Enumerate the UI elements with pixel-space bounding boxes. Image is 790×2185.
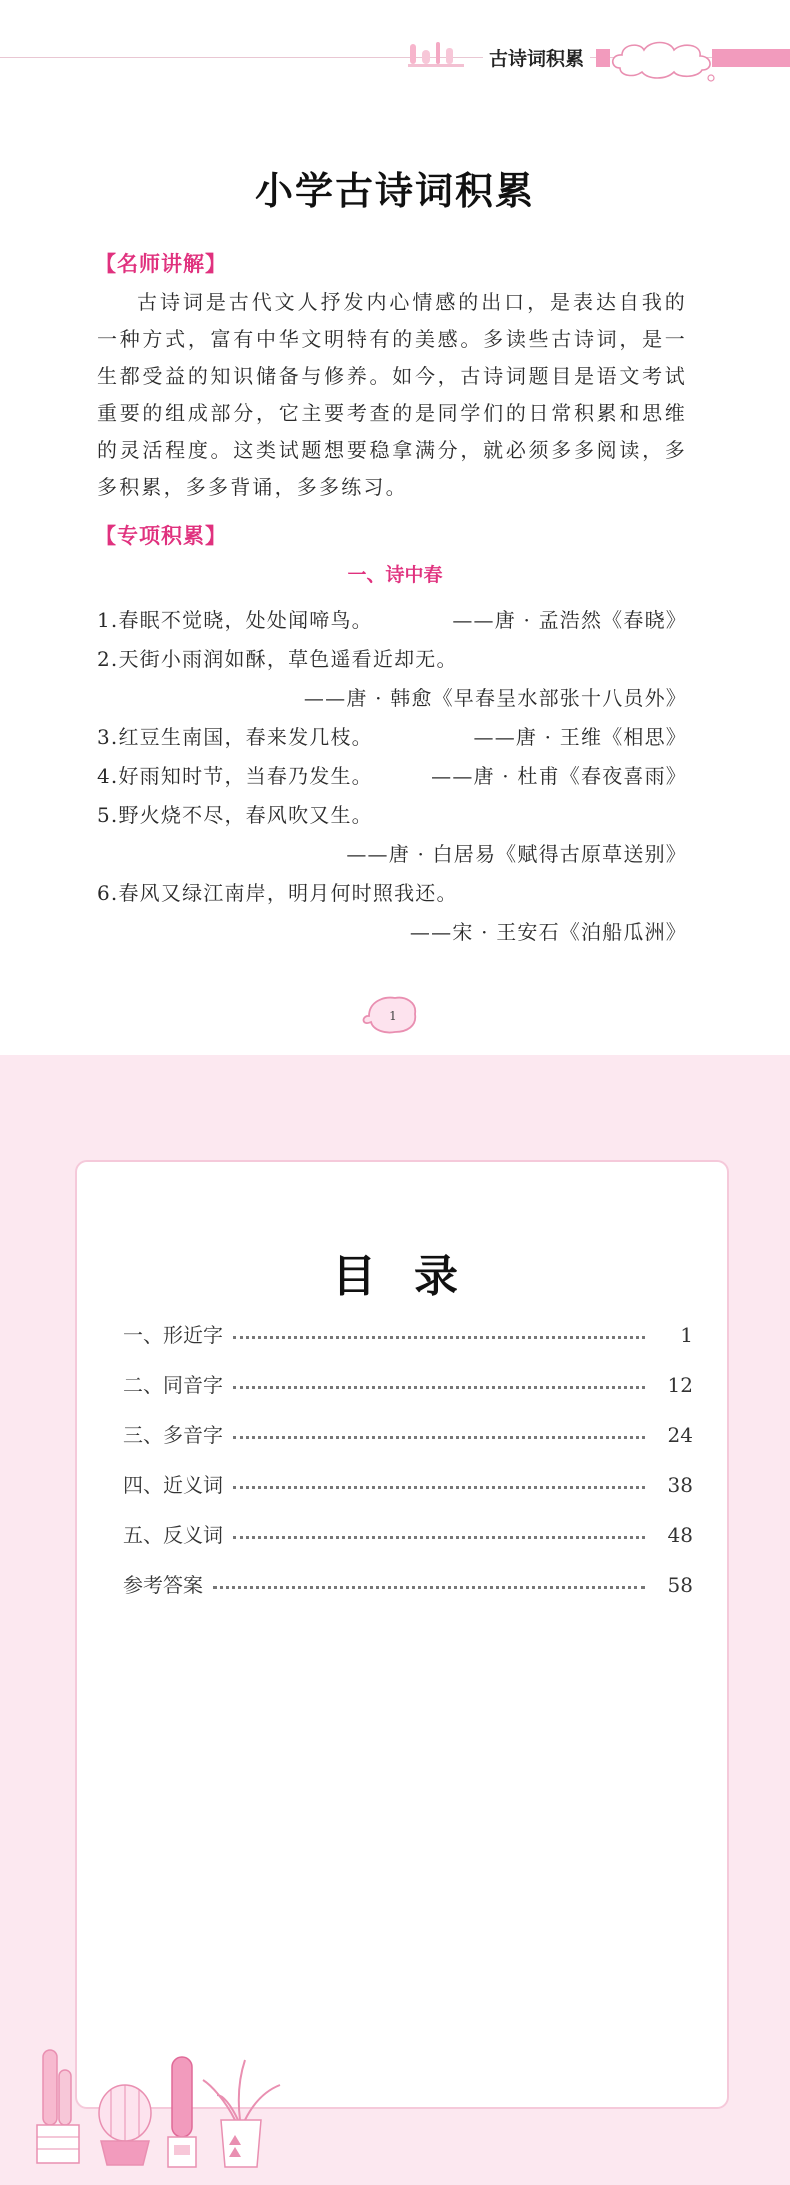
- toc-item-label: 四、近义词: [123, 1473, 223, 1497]
- toc-item-label: 参考答案: [123, 1573, 203, 1597]
- toc-item[interactable]: [123, 1370, 693, 1400]
- poem-item-source-row: [97, 836, 687, 872]
- toc-leader-dots: [233, 1536, 645, 1539]
- toc-title: 目录: [332, 1251, 496, 1302]
- toc-item-page: 58: [667, 1573, 693, 1597]
- poem-item: [97, 641, 687, 677]
- toc-item-page: 48: [667, 1523, 693, 1547]
- toc-item[interactable]: [123, 1520, 693, 1550]
- toc-item[interactable]: [123, 1320, 693, 1350]
- toc-leader-dots: [233, 1436, 645, 1439]
- toc-leader-dots: [233, 1486, 645, 1489]
- toc-item[interactable]: [123, 1470, 693, 1500]
- poem-line: 2.天街小雨润如酥，草色遥看近却无。: [97, 647, 458, 671]
- toc-item-page: 12: [667, 1373, 693, 1397]
- teacher-explanation: [97, 284, 687, 506]
- toc-item[interactable]: [123, 1420, 693, 1450]
- poem-source: ——唐 · 孟浩然《春晓》: [452, 608, 687, 632]
- poem-item: [97, 797, 687, 833]
- poem-source: ——唐 · 王维《相思》: [473, 725, 687, 749]
- poem-heading: 一、诗中春: [347, 564, 443, 586]
- toc-leader-dots: [233, 1386, 645, 1389]
- poem-item: [97, 719, 687, 755]
- teacher-explanation-text: 古诗词是古代文人抒发内心情感的出口，是表达自我的一种方式，富有中华文明特有的美感。多读些古诗词，是一生都受益的知识储备与修养。如今，古诗词题目是语文考试重要的组成部分，它主要考查的是同学们的日常积累和思维的灵活程度。这类试题想要稳拿满分，就必须多多阅读，多多积累，多多背诵，多多练习。: [97, 290, 687, 499]
- poem-line: 6.春风又绿江南岸，明月何时照我还。: [97, 881, 458, 905]
- header-bar: [712, 49, 790, 67]
- cloud-icon: [608, 36, 718, 84]
- toc-item-page: 38: [667, 1473, 693, 1497]
- toc-leader-dots: [233, 1336, 645, 1339]
- toc-item-label: 二、同音字: [123, 1373, 223, 1397]
- special-section-label: 【专项积累】: [95, 524, 227, 548]
- poem-line: 3.红豆生南国，春来发几枝。: [97, 725, 373, 749]
- poem-item-source-row: [97, 914, 687, 950]
- toc-item-label: 五、反义词: [123, 1523, 223, 1547]
- toc-item[interactable]: [123, 1570, 693, 1600]
- poem-source: ——宋 · 王安石《泊船瓜洲》: [409, 920, 687, 944]
- page-two: [0, 1055, 790, 2185]
- poem-line: 4.好雨知时节，当春乃发生。: [97, 764, 373, 788]
- toc-item-page: 1: [680, 1323, 693, 1347]
- poem-item-source-row: [97, 680, 687, 716]
- poem-line: 5.野火烧不尽，春风吹又生。: [97, 803, 373, 827]
- poem-item: [97, 875, 687, 911]
- poem-source: ——唐 · 白居易《赋得古原草送别》: [346, 842, 687, 866]
- toc-item-page: 24: [667, 1423, 693, 1447]
- poem-source: ——唐 · 韩愈《早春呈水部张十八员外》: [303, 686, 687, 710]
- toc-item-label: 三、多音字: [123, 1423, 223, 1447]
- page-one: [0, 0, 790, 1055]
- teacher-section-label: 【名师讲解】: [95, 252, 227, 276]
- poem-source: ——唐 · 杜甫《春夜喜雨》: [431, 764, 687, 788]
- page-title: 小学古诗词积累: [254, 169, 535, 213]
- poem-item: [97, 758, 687, 794]
- plants-decoration-icon: [408, 40, 466, 70]
- toc-item-label: 一、形近字: [123, 1323, 223, 1347]
- page-number-badge: [355, 990, 425, 1040]
- poem-line: 1.春眠不觉晓，处处闻啼鸟。: [97, 608, 373, 632]
- page-number: 1: [389, 1009, 397, 1023]
- header-title: 古诗词积累: [483, 46, 590, 72]
- toc-leader-dots: [213, 1586, 645, 1589]
- cactus-plants-icon: [35, 2045, 295, 2180]
- poem-item: [97, 602, 687, 638]
